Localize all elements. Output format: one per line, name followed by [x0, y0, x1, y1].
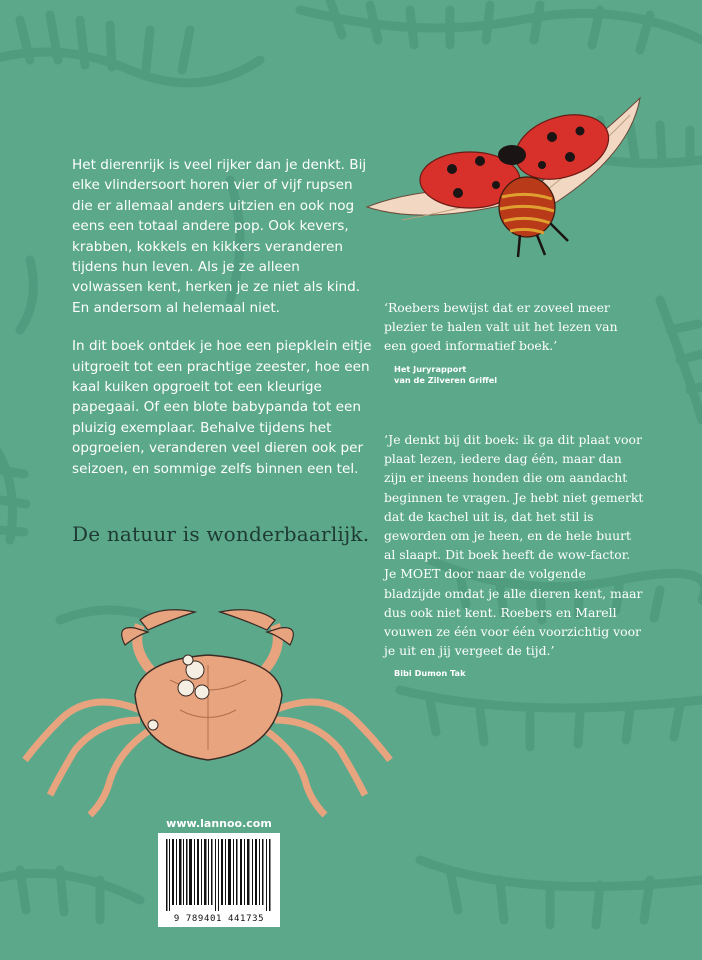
quote-source-line: Bibi Dumon Tak [394, 668, 466, 679]
publisher-website: www.lannoo.com [166, 817, 272, 830]
isbn-number: 9 789401 441735 [173, 914, 265, 924]
quote-source [384, 668, 644, 679]
barcode-block [158, 815, 280, 932]
tagline: De natuur is wonderbaarlijk. [72, 522, 370, 546]
review-quote-bibi [384, 430, 644, 679]
quote-source-line: van de Zilveren Griffel [394, 374, 498, 385]
barcode-bars [164, 839, 274, 911]
quote-text: ‘Roebers bewijst dat er zoveel meer plezier te halen valt uit het lezen van een goed informatief boek.’ [384, 300, 618, 354]
barcode [158, 833, 280, 927]
blurb-paragraph-1: Het dierenrijk is veel rijker dan je denkt. Bij elke vlindersoort horen vier of vijf rupsen die er allemaal anders uitzien en ook nog eens een totaal andere pop. Ook kevers, krabben, kokkels en kikkers veranderen tijdens hun leven. Als je ze alleen volwassen kent, herken je ze niet als kind. En andersom al helemaal niet. [72, 157, 367, 316]
quote-source-line: Het Juryrapport [394, 363, 467, 374]
quote-text: ‘Je denkt bij dit boek: ik ga dit plaat voor plaat lezen, iedere dag één, maar dan zijn er ineens honden die om aandacht beginnen te vragen. Je hebt niet gemerkt dat de kachel uit is, dat het stil is geworden om je heen, en de hele buurt al slaapt. Dit boek heeft de wow-factor. Je MOET door naar de volgende bladzijde omdat je alle dieren kent, maar dus ook niet kent. Roebers en Marell vouwen ze één voor één voorzichtig voor je uit en jij vergeet de tijd.’ [384, 432, 644, 659]
ladybug-illustration [362, 95, 647, 265]
blurb-text [72, 155, 372, 497]
review-quote-jury [384, 298, 644, 386]
crab-illustration [20, 600, 400, 820]
quote-source [384, 364, 644, 386]
blurb-paragraph-2: In dit boek ontdek je hoe een piepklein eitje uitgroeit tot een prachtige zeester, hoe een kaal kuiken opgroeit tot een kleurige papegaai. Of een blote babypanda tot een pluizig exemplaar. Behalve tijdens het opgroeien, veranderen veel dieren ook per seizoen, en sommige zelfs binnen een tel. [72, 338, 372, 477]
